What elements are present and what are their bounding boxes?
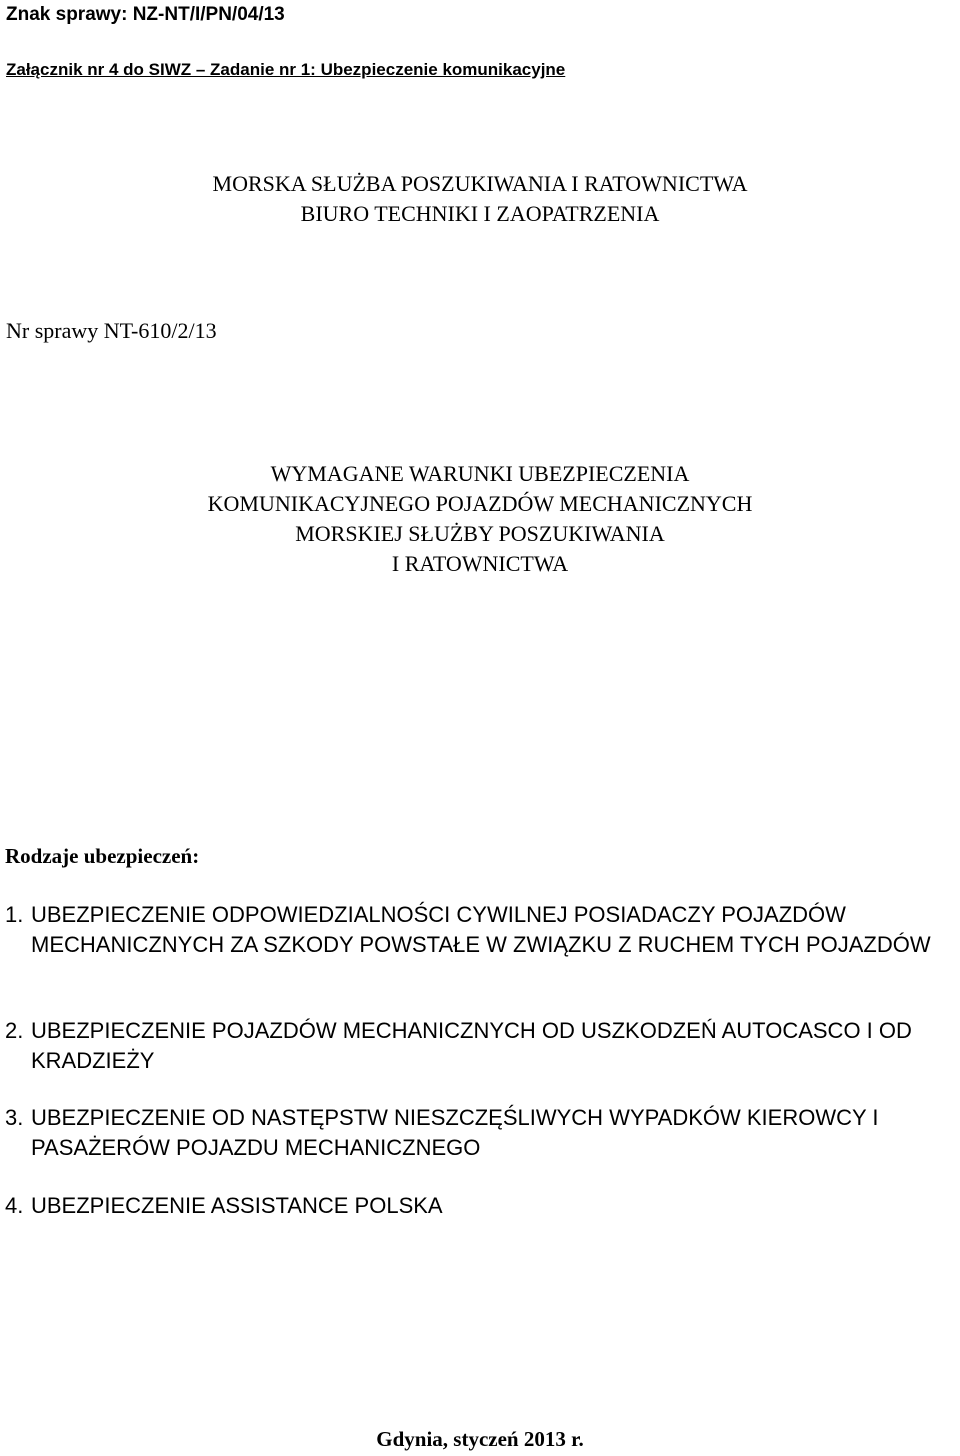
list-text: UBEZPIECZENIE POJAZDÓW MECHANICZNYCH OD USZKODZEŃ AUTOCASCO I OD KRADZIEŻY <box>31 1018 912 1073</box>
institution-department: BIURO TECHNIKI I ZAOPATRZENIA <box>300 201 660 226</box>
document-title-line-3: MORSKIEJ SŁUŻBY POSZUKIWANIA <box>295 521 665 546</box>
document-title-line-2: KOMUNIKACYJNEGO POJAZDÓW MECHANICZNYCH <box>207 491 753 516</box>
insurance-type-1 <box>5 900 957 960</box>
insurance-types-heading: Rodzaje ubezpieczeń: <box>5 844 200 868</box>
document-title-line-1: WYMAGANE WARUNKI UBEZPIECZENIA <box>270 461 690 486</box>
case-sign: Znak sprawy: NZ-NT/I/PN/04/13 <box>6 4 285 25</box>
institution-name: MORSKA SŁUŻBA POSZUKIWANIA I RATOWNICTWA <box>212 171 748 196</box>
annex-link[interactable]: Załącznik nr 4 do SIWZ – Zadanie nr 1: Ubezpieczenie komunikacyjne <box>6 60 566 79</box>
list-text: UBEZPIECZENIE ASSISTANCE POLSKA <box>31 1193 443 1218</box>
list-number: 2. <box>5 1018 24 1043</box>
insurance-type-4 <box>5 1191 957 1221</box>
case-number: Nr sprawy NT-610/2/13 <box>6 318 217 343</box>
insurance-type-2 <box>5 1016 957 1076</box>
list-text: UBEZPIECZENIE OD NASTĘPSTW NIESZCZĘŚLIWYCH WYPADKÓW KIEROWCY I PASAŻERÓW POJAZDU MECHANICZNEGO <box>31 1105 879 1160</box>
place-and-date: Gdynia, styczeń 2013 r. <box>376 1427 584 1451</box>
list-number: 4. <box>5 1193 24 1218</box>
list-number: 3. <box>5 1105 24 1130</box>
list-text: UBEZPIECZENIE ODPOWIEDZIALNOŚCI CYWILNEJ POSIADACZY POJAZDÓW MECHANICZNYCH ZA SZKODY POWSTAŁE W ZWIĄZKU Z RUCHEM TYCH POJAZDÓW <box>31 902 931 957</box>
document-title-line-4: I RATOWNICTWA <box>391 551 569 576</box>
insurance-type-3 <box>5 1103 957 1163</box>
list-number: 1. <box>5 902 24 927</box>
